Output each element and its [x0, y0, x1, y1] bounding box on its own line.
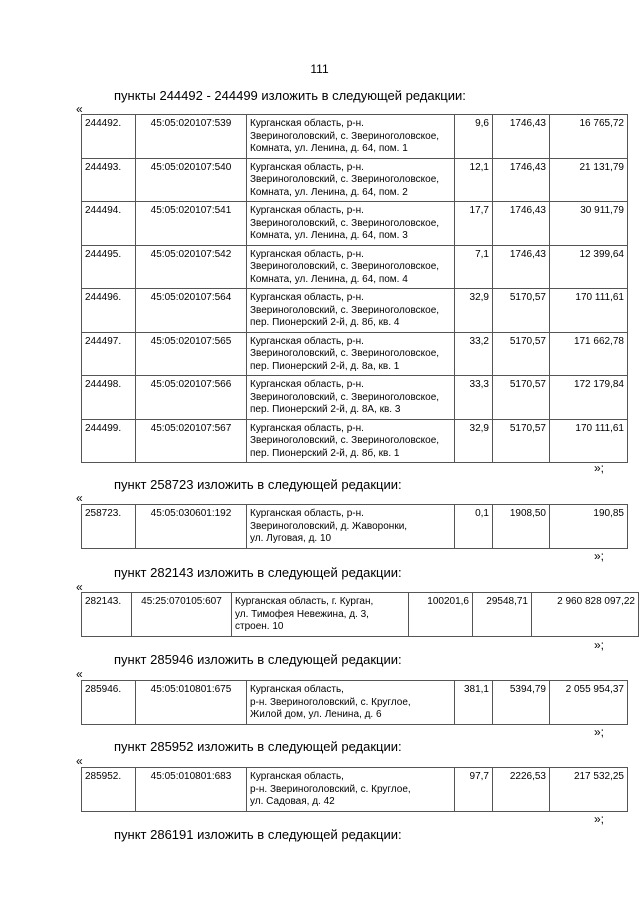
area: 9,6 — [455, 115, 493, 159]
cost: 170 111,61 — [550, 289, 628, 333]
area: 0,1 — [455, 505, 493, 549]
address: Курганская область, р-н. Звериноголовский, с. Звериноголовское, пер. Пионерский 2-й, д. 8б, кв. 4 — [247, 289, 455, 333]
open-quote-5: « — [76, 754, 83, 768]
cadastral-number: 45:05:010801:675 — [136, 681, 247, 725]
cost: 190,85 — [550, 505, 628, 549]
cadastral-number: 45:05:020107:539 — [136, 115, 247, 159]
close-quote-1: »; — [594, 461, 605, 475]
cadastral-number: 45:05:030601:192 — [136, 505, 247, 549]
cost: 217 532,25 — [550, 768, 628, 812]
table-row — [82, 158, 628, 202]
close-quote-4: »; — [594, 725, 605, 739]
area: 7,1 — [455, 245, 493, 289]
address: Курганская область, р-н. Звериноголовский, с. Круглое, ул. Садовая, д. 42 — [247, 768, 455, 812]
rate: 5170,57 — [493, 289, 550, 333]
table-row — [82, 289, 628, 333]
row-number: 244492. — [82, 115, 136, 159]
cost: 170 111,61 — [550, 419, 628, 463]
section-heading-2: пункт 258723 изложить в следующей редакции: — [114, 477, 402, 492]
row-number: 285952. — [82, 768, 136, 812]
open-quote-1: « — [76, 102, 83, 116]
address: Курганская область, р-н. Звериноголовский, с. Звериноголовское, пер. Пионерский 2-й, д. 8б, кв. 1 — [247, 419, 455, 463]
address: Курганская область, р-н. Звериноголовский, с. Круглое, Жилой дом, ул. Ленина, д. 6 — [247, 681, 455, 725]
row-number: 244493. — [82, 158, 136, 202]
address: Курганская область, р-н. Звериноголовский, с. Звериноголовское, Комната, ул. Ленина, д. 64, пом. 2 — [247, 158, 455, 202]
table-row — [82, 332, 628, 376]
cost: 16 765,72 — [550, 115, 628, 159]
cost: 30 911,79 — [550, 202, 628, 246]
cadastral-number: 45:05:020107:564 — [136, 289, 247, 333]
cadastral-number: 45:05:020107:541 — [136, 202, 247, 246]
table-row — [82, 505, 628, 549]
rate: 29548,71 — [473, 593, 532, 637]
open-quote-2: « — [76, 491, 83, 505]
row-number: 244498. — [82, 376, 136, 420]
section-heading-1: пункты 244492 - 244499 изложить в следующей редакции: — [114, 88, 466, 103]
address: Курганская область, р-н. Звериноголовский, с. Звериноголовское, Комната, ул. Ленина, д. 64, пом. 4 — [247, 245, 455, 289]
address: Курганская область, р-н. Звериноголовский, с. Звериноголовское, Комната, ул. Ленина, д. 64, пом. 3 — [247, 202, 455, 246]
open-quote-3: « — [76, 580, 83, 594]
cost: 2 055 954,37 — [550, 681, 628, 725]
close-quote-2: »; — [594, 549, 605, 563]
address: Курганская область, р-н. Звериноголовский, с. Звериноголовское, пер. Пионерский 2-й, д. 8а, кв. 1 — [247, 332, 455, 376]
rate: 2226,53 — [493, 768, 550, 812]
page-number: 111 — [310, 62, 329, 76]
row-number: 244495. — [82, 245, 136, 289]
address: Курганская область, р-н. Звериноголовский, с. Звериноголовское, пер. Пионерский 2-й, д. 8А, кв. 3 — [247, 376, 455, 420]
rate: 1746,43 — [493, 115, 550, 159]
row-number: 244497. — [82, 332, 136, 376]
area: 12,1 — [455, 158, 493, 202]
cadastral-number: 45:05:010801:683 — [136, 768, 247, 812]
cadastral-number: 45:25:070105:607 — [132, 593, 232, 637]
cadastral-number: 45:05:020107:567 — [136, 419, 247, 463]
table-row — [82, 202, 628, 246]
address: Курганская область, г. Курган, ул. Тимофея Невежина, д. 3, строен. 10 — [232, 593, 409, 637]
table-row — [82, 115, 628, 159]
area: 33,2 — [455, 332, 493, 376]
section-heading-4: пункт 285946 изложить в следующей редакции: — [114, 652, 402, 667]
close-quote-5: »; — [594, 812, 605, 826]
table-244492-244499 — [81, 114, 628, 463]
table-285946 — [81, 680, 628, 725]
row-number: 244494. — [82, 202, 136, 246]
section-heading-6: пункт 286191 изложить в следующей редакции: — [114, 827, 402, 842]
table-row — [82, 245, 628, 289]
table-285952 — [81, 767, 628, 812]
section-heading-3: пункт 282143 изложить в следующей редакции: — [114, 565, 402, 580]
area: 32,9 — [455, 289, 493, 333]
section-heading-5: пункт 285952 изложить в следующей редакции: — [114, 739, 402, 754]
table-row — [82, 419, 628, 463]
cadastral-number: 45:05:020107:540 — [136, 158, 247, 202]
cost: 171 662,78 — [550, 332, 628, 376]
rate: 5170,57 — [493, 376, 550, 420]
row-number: 282143. — [82, 593, 132, 637]
cadastral-number: 45:05:020107:565 — [136, 332, 247, 376]
cost: 21 131,79 — [550, 158, 628, 202]
cadastral-number: 45:05:020107:566 — [136, 376, 247, 420]
cost: 172 179,84 — [550, 376, 628, 420]
open-quote-4: « — [76, 667, 83, 681]
close-quote-3: »; — [594, 638, 605, 652]
table-row — [82, 768, 628, 812]
row-number: 285946. — [82, 681, 136, 725]
rate: 5170,57 — [493, 332, 550, 376]
area: 97,7 — [455, 768, 493, 812]
table-282143 — [81, 592, 639, 637]
rate: 1908,50 — [493, 505, 550, 549]
rate: 1746,43 — [493, 158, 550, 202]
row-number: 258723. — [82, 505, 136, 549]
area: 32,9 — [455, 419, 493, 463]
area: 33,3 — [455, 376, 493, 420]
rate: 1746,43 — [493, 245, 550, 289]
address: Курганская область, р-н. Звериноголовский, с. Звериноголовское, Комната, ул. Ленина, д. 64, пом. 1 — [247, 115, 455, 159]
rate: 1746,43 — [493, 202, 550, 246]
address: Курганская область, р-н. Звериноголовский, д. Жаворонки, ул. Луговая, д. 10 — [247, 505, 455, 549]
row-number: 244496. — [82, 289, 136, 333]
table-row — [82, 593, 639, 637]
area: 17,7 — [455, 202, 493, 246]
table-258723 — [81, 504, 628, 549]
table-row — [82, 681, 628, 725]
area: 100201,6 — [409, 593, 473, 637]
cadastral-number: 45:05:020107:542 — [136, 245, 247, 289]
cost: 12 399,64 — [550, 245, 628, 289]
cost: 2 960 828 097,22 — [532, 593, 639, 637]
rate: 5170,57 — [493, 419, 550, 463]
area: 381,1 — [455, 681, 493, 725]
table-row — [82, 376, 628, 420]
rate: 5394,79 — [493, 681, 550, 725]
row-number: 244499. — [82, 419, 136, 463]
